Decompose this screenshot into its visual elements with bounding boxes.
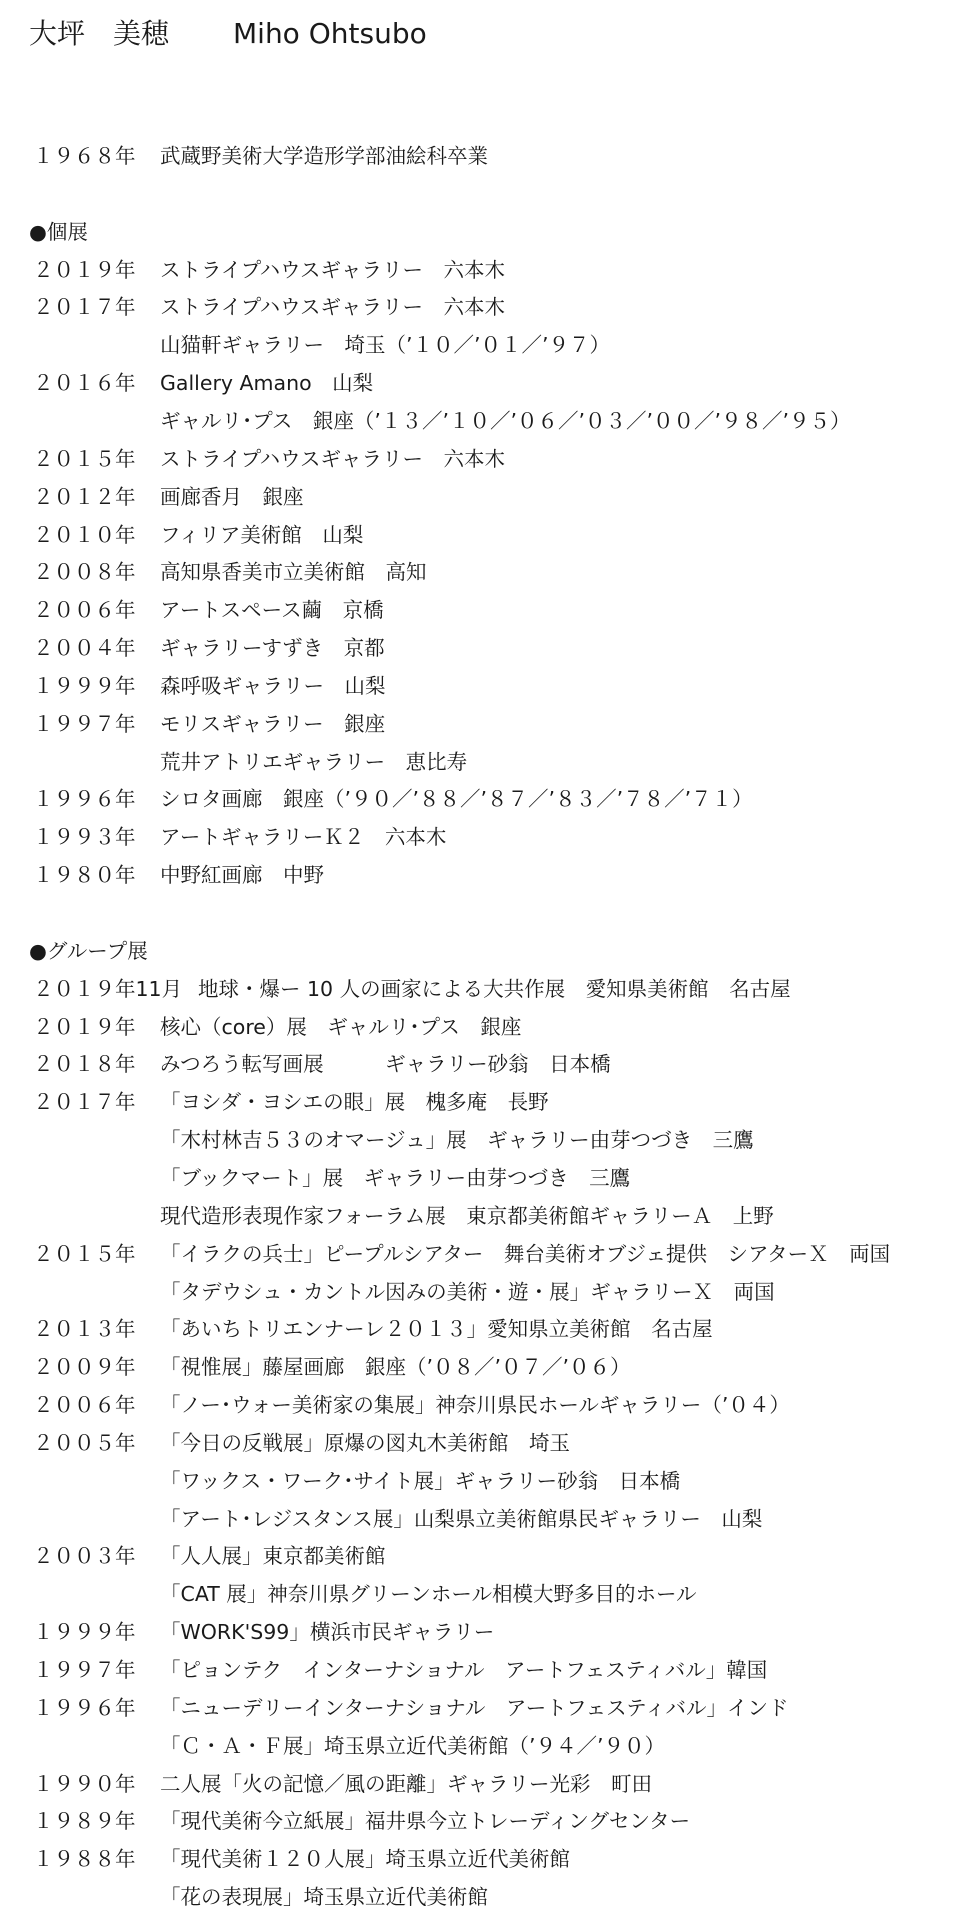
entry-text: 「アート･レジスタンス展」山梨県立美術館県民ギャラリー 山梨: [160, 1507, 763, 1531]
entry-year: ２０１６年: [33, 371, 136, 395]
entry-year: ２０１８年: [33, 1052, 136, 1076]
entry-text: 武蔵野美術大学造形学部油絵科卒業: [160, 144, 488, 168]
entry-text: 「CAT 展」神奈川県グリーンホール相模大野多目的ホール: [160, 1582, 697, 1606]
entry-year: ２００６年: [33, 1393, 136, 1417]
entry-year: ２０１５年: [33, 447, 136, 471]
entry-text: 「ワックス・ワーク･サイト展」ギャラリー砂翁 日本橋: [160, 1469, 681, 1493]
exhibition-entry: [0, 743, 960, 781]
entry-year: ２００６年: [33, 598, 136, 622]
entry-text: 森呼吸ギャラリー 山梨: [160, 674, 386, 698]
entry-year: １９９６年: [33, 1696, 136, 1720]
exhibition-entry: [0, 1727, 960, 1765]
exhibition-entry: [0, 1802, 960, 1840]
entry-text: みつろう転写画展 ギャラリー砂翁 日本橋: [160, 1052, 611, 1076]
entry-year: ２００８年: [33, 560, 136, 584]
exhibition-entry: [0, 1235, 960, 1273]
exhibition-entry: [0, 970, 960, 1008]
exhibition-entry: [0, 1878, 960, 1916]
entry-text: ギャラリーすずき 京都: [160, 636, 385, 660]
exhibition-entry: [0, 591, 960, 629]
artist-name-english: Miho Ohtsubo: [233, 17, 427, 50]
exhibition-entry: [0, 667, 960, 705]
entry-year: ２００５年: [33, 1431, 136, 1455]
exhibition-entry: [0, 856, 960, 894]
section-heading: ●グループ展: [29, 939, 148, 963]
exhibition-entry: [0, 478, 960, 516]
entry-year: １９９３年: [33, 825, 136, 849]
exhibition-entry: [0, 1651, 960, 1689]
exhibition-entry: [0, 1045, 960, 1083]
entry-text: アートスペース繭 京橋: [160, 598, 384, 622]
entry-text: 「タデウシュ・カントル因みの美術・遊・展」ギャラリーＸ 両国: [160, 1280, 775, 1304]
entry-text: 「ピョンテク インターナショナル アートフェスティバル」韓国: [160, 1658, 768, 1682]
entry-year: ２００４年: [33, 636, 136, 660]
entry-text: 地球・爆ー 10 人の画家による大共作展 愛知県美術館 名古屋: [198, 977, 791, 1001]
exhibition-entry: [0, 1500, 960, 1538]
exhibition-entry: [0, 1310, 960, 1348]
exhibition-entry: [0, 629, 960, 667]
exhibition-entry: [0, 1386, 960, 1424]
entry-year: ２０１５年: [33, 1242, 136, 1266]
entry-text: 「あいちトリエンナーレ２０１３」愛知県立美術館 名古屋: [160, 1317, 713, 1341]
entry-text: Gallery Amano 山梨: [160, 371, 374, 395]
exhibition-entry: [0, 780, 960, 818]
entry-year: １９９７年: [33, 712, 136, 736]
entry-year: １９９６年: [33, 787, 136, 811]
exhibition-entry: [0, 1348, 960, 1386]
entry-year: １９８８年: [33, 1847, 136, 1871]
entry-text: 「ニューデリーインターナショナル アートフェスティバル」インド: [160, 1696, 789, 1720]
entry-text: 二人展「火の記憶／風の距離」ギャラリー光彩 町田: [160, 1772, 652, 1796]
entry-year: ２０１２年: [33, 485, 136, 509]
entry-text: 荒井アトリエギャラリー 恵比寿: [160, 750, 468, 774]
entry-text: 山猫軒ギャラリー 埼玉（’１０／’０１／’９７）: [160, 333, 611, 357]
entry-text: 「人人展」東京都美術館: [160, 1544, 386, 1568]
entry-text: 「現代美術１２０人展」埼玉県立近代美術館: [160, 1847, 570, 1871]
entry-text: 「木村林吉５３のオマージュ」展 ギャラリー由芽つづき 三鷹: [160, 1128, 754, 1152]
entry-text: 「現代美術今立紙展」福井県今立トレーディングセンター: [160, 1809, 691, 1833]
entry-text: モリスギャラリー 銀座: [160, 712, 386, 736]
exhibition-entry: [0, 251, 960, 289]
exhibition-entry: [0, 1121, 960, 1159]
entry-text: ストライプハウスギャラリー 六本木: [160, 258, 506, 282]
exhibition-entry: [0, 137, 960, 175]
entry-year: ２００９年: [33, 1355, 136, 1379]
entry-text: 「ブックマート」展 ギャラリー由芽つづき 三鷹: [160, 1166, 631, 1190]
exhibition-entry: [0, 553, 960, 591]
exhibition-entry: [0, 1537, 960, 1575]
section-heading-row: [0, 932, 960, 970]
entry-year: ２０１９年: [33, 1015, 136, 1039]
entry-text: 「ヨシダ・ヨシエの眼」展 槐多庵 長野: [160, 1090, 549, 1114]
exhibition-entry: [0, 364, 960, 402]
exhibition-entry: [0, 1197, 960, 1235]
exhibition-entry: [0, 288, 960, 326]
entry-year: ２０１３年: [33, 1317, 136, 1341]
entry-year: １９８９年: [33, 1809, 136, 1833]
entry-text: 「視惟展」藤屋画廊 銀座（’０８／’０７／’０６）: [160, 1355, 631, 1379]
entry-year: ２０１９年11月: [33, 977, 183, 1001]
entry-text: 現代造形表現作家フォーラム展 東京都美術館ギャラリーＡ 上野: [160, 1204, 774, 1228]
entry-year: １９６８年: [33, 144, 136, 168]
entry-year: １９９０年: [33, 1772, 136, 1796]
entry-year: ２００３年: [33, 1544, 136, 1568]
entry-text: ストライプハウスギャラリー 六本木: [160, 295, 506, 319]
exhibition-entry: [0, 1273, 960, 1311]
section-heading-row: [0, 213, 960, 251]
entry-text: ギャルリ･プス 銀座（’１３／’１０／’０６／’０３／’００／’９８／’９５）: [160, 409, 851, 433]
entry-year: １９９７年: [33, 1658, 136, 1682]
entry-text: ストライプハウスギャラリー 六本木: [160, 447, 506, 471]
entry-text: 高知県香美市立美術館 高知: [160, 560, 427, 584]
entry-year: ２０１０年: [33, 523, 136, 547]
exhibition-entry: [0, 1008, 960, 1046]
entry-text: 「今日の反戦展」原爆の図丸木美術館 埼玉: [160, 1431, 570, 1455]
entry-text: 「ノー･ウォー美術家の集展」神奈川県民ホールギャラリー（’０４）: [160, 1393, 790, 1417]
entry-year: １９９９年: [33, 1620, 136, 1644]
entry-year: ２０１７年: [33, 295, 136, 319]
entry-text: 「イラクの兵士」ピープルシアター 舞台美術オブジェ提供 シアターＸ 両国: [160, 1242, 891, 1266]
exhibition-entry: [0, 326, 960, 364]
exhibition-entry: [0, 402, 960, 440]
section-heading: ●個展: [29, 220, 88, 244]
artist-name-japanese: 大坪 美穂: [29, 17, 170, 50]
entry-year: ２０１７年: [33, 1090, 136, 1114]
exhibition-entry: [0, 1575, 960, 1613]
exhibition-entry: [0, 1765, 960, 1803]
exhibition-entry: [0, 1462, 960, 1500]
entry-text: 核心（core）展 ギャルリ･プス 銀座: [160, 1015, 522, 1039]
entry-year: １９９９年: [33, 674, 136, 698]
exhibition-entry: [0, 705, 960, 743]
exhibition-entry: [0, 1613, 960, 1651]
exhibition-entry: [0, 1840, 960, 1878]
entry-text: 画廊香月 銀座: [160, 485, 304, 509]
entry-text: アートギャラリーＫ２ 六本木: [160, 825, 447, 849]
entry-text: 「花の表現展」埼玉県立近代美術館: [160, 1885, 488, 1909]
entry-text: 中野紅画廊 中野: [160, 863, 324, 887]
entry-text: 「WORK'S99」横浜市民ギャラリー: [160, 1620, 495, 1644]
exhibition-entry: [0, 1159, 960, 1197]
exhibition-entry: [0, 440, 960, 478]
entry-text: フィリア美術館 山梨: [160, 523, 364, 547]
exhibition-entry: [0, 1689, 960, 1727]
entry-text: 「Ｃ・Ａ・Ｆ展」埼玉県立近代美術館（’９４／’９０）: [160, 1734, 666, 1758]
entry-text: シロタ画廊 銀座（’９０／’８８／’８７／’８３／’７８／’７１）: [160, 787, 753, 811]
exhibition-entry: [0, 516, 960, 554]
entry-year: ２０１９年: [33, 258, 136, 282]
exhibition-entry: [0, 1424, 960, 1462]
exhibition-entry: [0, 818, 960, 856]
exhibition-entry: [0, 1083, 960, 1121]
entry-year: １９８０年: [33, 863, 136, 887]
